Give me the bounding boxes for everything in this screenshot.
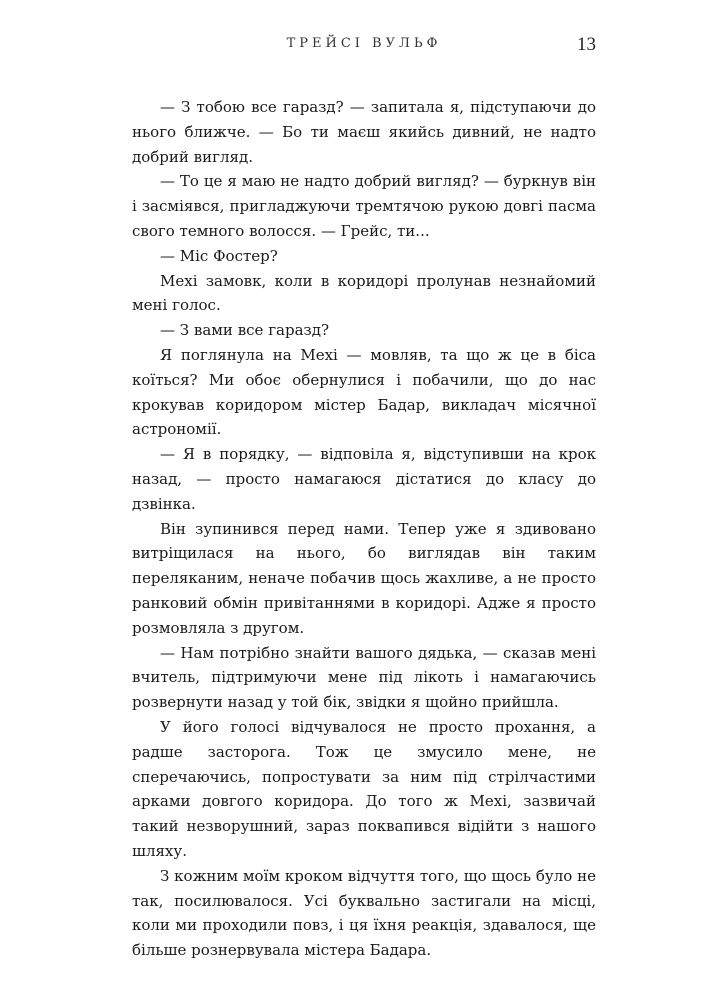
page-header xyxy=(0,34,728,58)
body-text xyxy=(132,95,596,963)
paragraph: У його голосі відчувалося не просто прохання, а радше засторога. Тож це змусило мене, не сперечаючись, попростувати за ним під стрілчастими арками довгого коридора. До того ж Мехі, зазвичай такий незворушний, зараз поквапився відійти з нашого шляху. xyxy=(132,717,596,860)
paragraph: — Нам потрібно знайти вашого дядька, — сказав мені вчитель, підтримуючи мене під лікоть і намагаючись розвернути назад у той бік, звідки я щойно прийшла. xyxy=(132,643,596,712)
paragraph: З кожним моїм кроком відчуття того, що щось було не так, посилювалося. Усі буквально застигали на місці, коли ми проходили повз, і ця їхня реакція, здавалося, ще більше рознервувала містера Бадара. xyxy=(132,866,596,960)
paragraph: Мехі замовк, коли в коридорі пролунав незнайомий мені голос. xyxy=(132,271,596,315)
paragraph: — Міс Фостер? xyxy=(160,246,278,265)
paragraph: Він зупинився перед нами. Тепер уже я здивовано витріщилася на нього, бо виглядав він таким переляканим, неначе побачив щось жахливе, а не просто ранковий обмін привітаннями в коридорі. Адже я просто розмовляла з другом. xyxy=(132,519,596,637)
paragraph: — То це я маю не надто добрий вигляд? — буркнув він і засміявся, пригладжуючи тремтячою рукою довгі пасма свого темного волосся. — Грейс, ти... xyxy=(132,172,596,240)
running-head: ТРЕЙСІ ВУЛЬФ xyxy=(286,36,442,51)
paragraph: Я поглянула на Мехі — мовляв, та що ж це в біса коїться? Ми обоє обернулися і побачили, що до нас крокував коридором містер Бадар, викладач місячної астрономії. xyxy=(132,345,596,439)
page-number: 13 xyxy=(577,34,596,55)
paragraph: — З тобою все гаразд? — запитала я, підступаючи до нього ближче. — Бо ти маєш якийсь дивний, не надто добрий вигляд. xyxy=(132,98,596,166)
paragraph: — З вами все гаразд? xyxy=(160,321,329,340)
paragraph: — Я в порядку, — відповіла я, відступивши на крок назад, — просто намагаюся дістатися до класу до дзвінка. xyxy=(132,445,596,513)
